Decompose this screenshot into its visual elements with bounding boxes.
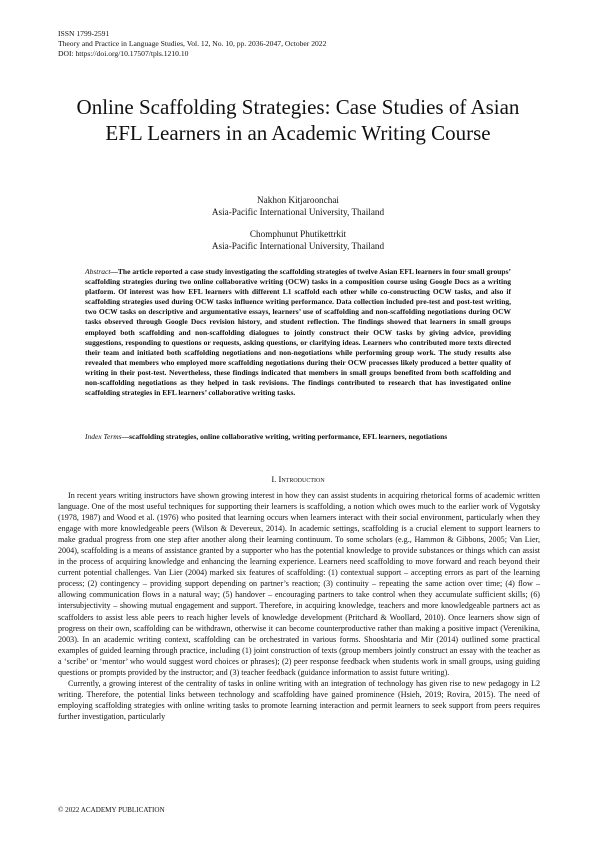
author-affiliation: Asia-Pacific International University, Thailand	[211, 207, 385, 217]
section-title: Introduction	[278, 474, 325, 484]
index-terms	[85, 432, 511, 442]
author-affiliation: Asia-Pacific International University, Thailand	[211, 241, 385, 251]
index-terms-text: —scaffolding strategies, online collaborative writing, writing performance, EFL learners, negotiations	[121, 432, 448, 441]
section-number: I.	[271, 474, 277, 484]
abstract-text: —The article reported a case study investigating the scaffolding strategies of twelve Asian EFL learners in four small groups’ scaffolding strategies during two online collaborative writing (OCW) tasks in a composition course using Google Docs as a writing platform. Of interest was how EFL learners with different L1 scaffold each other while co-constructing OCW tasks, and also if scaffolding strategies used during OCW tasks influence writing performance. Data collection included pre-test and post-test writing, two OCW tasks on descriptive and argumentative essays, learners’ use of scaffolding and non-scaffolding negotiations during OCW tasks observed through Google Docs revision history, and student reflection. The findings showed that learners in small groups employed both scaffolding and non-scaffolding dialogues to jointly construct their OCW tasks by giving advice, providing suggestions, responding to questions or requests, asking questions, or clarifying ideas. Learners who contributed more texts directed their team and initiated both scaffolding negotiations and non-negotiations while performing group work. The study results also revealed that members who employed more scaffolding negotiations during their OCW processes likely produced a better quality of writing in their post-test. Nevertheless, these findings indicated that members in small groups benefited from both scaffolding and non-scaffolding negotiations as they helped in task revisions. The findings contributed to research that has investigated online scaffolding strategies in EFL learners’ collaborative writing tasks.	[85, 267, 511, 398]
issn-line: ISSN 1799-2591	[58, 29, 110, 38]
paragraph: In recent years writing instructors have shown growing interest in how they can assist students in acquiring rhetorical forms of academic written language. One of the most useful techniques for supporting their learners is scaffolding, a notion which owes much to the earlier work of Vygotsky (1978, 1987) and Wood et al. (1976) who posited that learning occurs when learners interact with their social environment, particularly when they engage with more knowledgeable peers (Wilson & Devereux, 2014). In academic settings, scaffolding is a crucial element to support learners to make gradual progress from one step after another along their learning continuum. To some scholars (e.g., Hammon & Gibbons, 2005; Van Lier, 2004), scaffolding is a means of assistance granted by a supporter who has the potential knowledge to provide substances or things which can assist in the process of acquiring knowledge and enhancing the learning experience. Learners need scaffolding to move forward and reach beyond their current potential challenges. Van Lier (2004) marked six features of scaffolding: (1) contextual support – accepting errors as part of the learning process; (2) contingency – providing support depending on partner’s reaction; (3) continuity – repeating the same action over time; (4) flow – allowing communication flows in a natural way; (5) handover – encouraging partners to take control when they accumulate sufficient skills; (6) intersubjectivity – showing mutual engagement and support. Therefore, in acquiring knowledge, teachers and more knowledgeable partners act as scaffolders to assist less able peers to reach higher levels of knowledge development (Pritchard & Woollard, 2010). Once learners show sign of progress on their own, scaffolding can be withdrawn, otherwise it can become counterproductive rather than making a positive impact (Verenikina, 2003). In an academic writing context, scaffolding can be orchestrated in various forms. Shooshtaria and Mir (2014) outlined some practical examples of guided learning through practice, including (1) joint construction of texts (group members jointly construct an essay with the teacher as a ‘scribe’ or ‘mentor’ who would suggest word choices or phrases); (2) peer response feedback when students work in small groups, using guiding questions or prompts provided by the instructor; and (3) teacher feedback (guidance information to assist future writing).	[58, 491, 540, 677]
paragraph: Currently, a growing interest of the centrality of tasks in online writing with an integration of technology has given rise to new pedagogy in L2 writing. Therefore, the potential links between technology and scaffolding have gained prominence (Hsieh, 2019; Rovira, 2015). The need of employing scaffolding strategies with online writing tasks to promote learning interaction and permit learners to seek support from peers requires further investigation, particularly	[58, 678, 540, 721]
journal-citation-line: Theory and Practice in Language Studies, Vol. 12, No. 10, pp. 2036-2047, October 2022	[58, 39, 327, 48]
publisher-footer: © 2022 ACADEMY PUBLICATION	[58, 806, 165, 814]
doi-line: DOI: https://doi.org/10.17507/tpls.1210.10	[58, 49, 189, 58]
index-terms-label: Index Terms	[85, 432, 122, 441]
section-heading	[58, 474, 538, 485]
abstract-label: Abstract	[85, 267, 111, 276]
author-name: Nakhon Kitjaroonchai	[257, 195, 339, 205]
author-name: Chomphunut Phutikettrkit	[249, 229, 347, 239]
abstract	[85, 267, 511, 398]
paper-title: Online Scaffolding Strategies: Case Studies of Asian EFL Learners in an Academic Writing Course	[76, 95, 520, 145]
author-2	[58, 228, 538, 252]
body-text	[58, 490, 540, 722]
author-1	[58, 194, 538, 218]
author-list	[58, 194, 538, 262]
journal-header	[58, 29, 326, 59]
